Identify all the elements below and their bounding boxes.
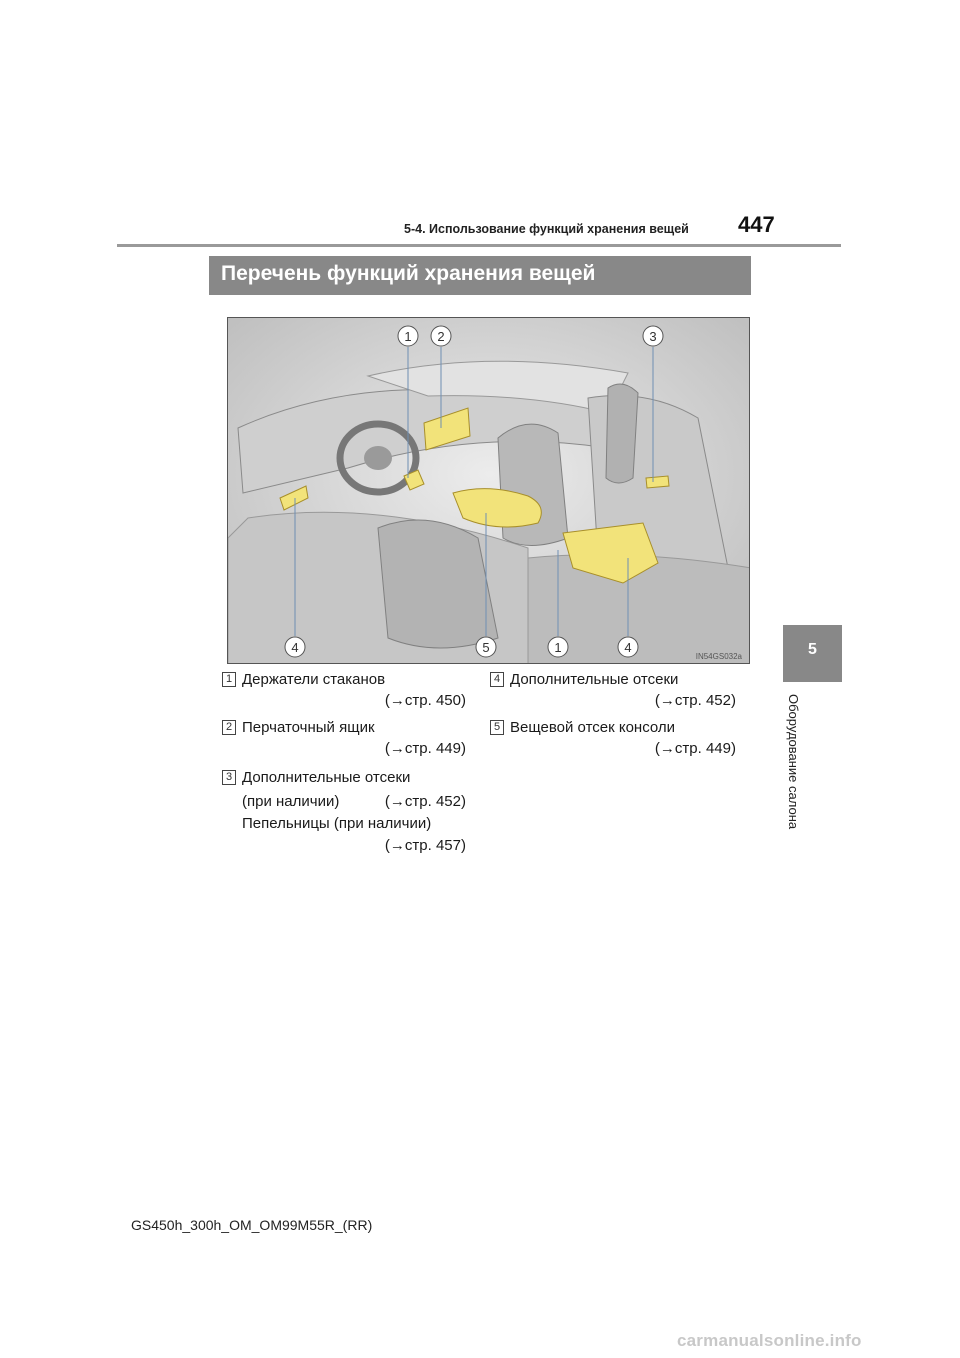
callout-bottom-4b-label: 4 [624, 640, 632, 655]
callout-bottom-4a-label: 4 [291, 640, 299, 655]
title-bar [209, 256, 751, 295]
chapter-label: Оборудование салона [786, 694, 801, 830]
item-badge: 2 [222, 720, 236, 735]
callout-top-3-label: 3 [649, 329, 657, 344]
callout-bottom-4b [618, 637, 638, 657]
callout-bottom-5-label: 5 [482, 640, 490, 655]
item-label: Дополнительные отсеки [510, 671, 679, 688]
list-item [490, 672, 740, 712]
item-badge: 3 [222, 770, 236, 785]
callout-top-2-label: 2 [437, 329, 445, 344]
callout-bottom-1-label: 1 [554, 640, 562, 655]
chapter-tab [783, 625, 842, 682]
callout-top-1-label: 1 [404, 329, 412, 344]
watermark: carmanualsonline.info [677, 1331, 862, 1350]
item-page-ref: (→стр. 452) [384, 793, 466, 810]
item-label-line3: Пепельницы (при наличии) [242, 815, 432, 832]
item-badge: 1 [222, 672, 236, 687]
list-item [222, 672, 472, 712]
callout-top-1 [398, 326, 418, 346]
item-badge: 4 [490, 672, 504, 687]
item-label: Дополнительные отсеки [242, 769, 411, 786]
item-label: Держатели стаканов [242, 671, 386, 688]
header-rule [117, 244, 841, 247]
chapter-number: 5 [808, 641, 817, 658]
item-page-ref-2: (→стр. 457) [384, 837, 466, 854]
list-item [222, 770, 472, 860]
callout-bottom-5 [476, 637, 496, 657]
callout-bottom-4a [285, 637, 305, 657]
item-label: Перчаточный ящик [242, 719, 375, 736]
item-page-ref: (→стр. 450) [384, 692, 466, 709]
list-item [490, 720, 740, 760]
section-header: 5-4. Использование функций хранения вещей [404, 222, 689, 236]
item-label: Вещевой отсек консоли [510, 719, 676, 736]
figure-code: IN54GS032a [695, 652, 742, 661]
page-title: Перечень функций хранения вещей [221, 262, 596, 285]
item-badge: 5 [490, 720, 504, 735]
item-page-ref: (→стр. 449) [654, 740, 736, 757]
page-number: 447 [738, 212, 775, 237]
callout-bottom-1 [548, 637, 568, 657]
item-label-line2: (при наличии) [242, 793, 340, 810]
list-item [222, 720, 472, 760]
callout-top-3 [643, 326, 663, 346]
callout-top-2 [431, 326, 451, 346]
item-page-ref: (→стр. 452) [654, 692, 736, 709]
interior-illustration [227, 317, 750, 664]
item-page-ref: (→стр. 449) [384, 740, 466, 757]
footer-doc-code: GS450h_300h_OM_OM99M55R_(RR) [131, 1217, 373, 1233]
